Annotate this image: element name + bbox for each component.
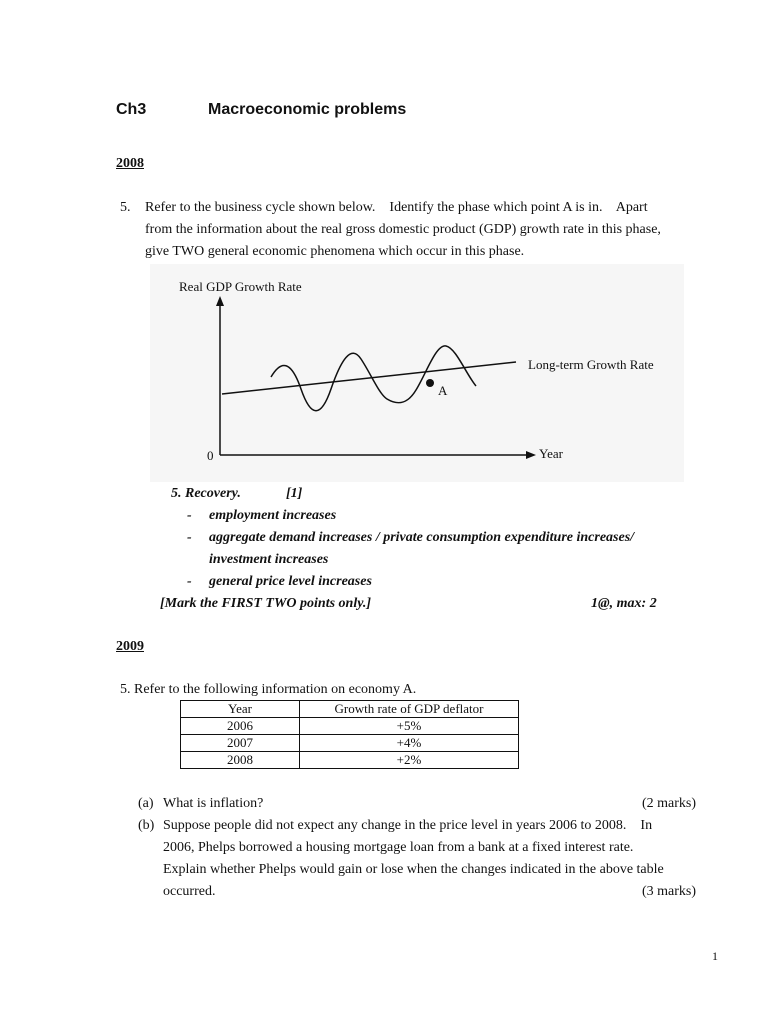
marking-note: [Mark the FIRST TWO points only.] bbox=[160, 596, 372, 611]
answer-point-3: general price level increases bbox=[209, 574, 372, 589]
long-term-growth-line bbox=[222, 362, 516, 394]
marking-score: 1@, max: 2 bbox=[591, 596, 657, 611]
part-a-text: What is inflation? bbox=[163, 796, 264, 811]
table-row bbox=[181, 752, 519, 769]
question-2009-intro: 5. Refer to the following information on economy A. bbox=[120, 682, 417, 697]
gdp-deflator-table bbox=[180, 700, 519, 769]
part-b-line-1: Suppose people did not expect any change in the price level in years 2006 to 2008. In bbox=[163, 818, 653, 833]
business-cycle-figure bbox=[150, 264, 684, 482]
answer-point-1: employment increases bbox=[209, 508, 337, 523]
table-cell-growth: +4% bbox=[300, 735, 519, 752]
question-number: 5. bbox=[120, 200, 131, 215]
part-a-label: (a) bbox=[138, 796, 154, 811]
origin-label: 0 bbox=[207, 448, 214, 463]
bullet-dash: - bbox=[187, 530, 192, 545]
answer-mark: [1] bbox=[286, 486, 303, 501]
answer-point-2-cont: investment increases bbox=[209, 552, 329, 567]
part-b-label: (b) bbox=[138, 818, 155, 833]
y-axis-arrow bbox=[216, 296, 224, 306]
table-cell-year: 2008 bbox=[181, 752, 300, 769]
business-cycle-curve bbox=[271, 346, 476, 411]
part-a-marks: (2 marks) bbox=[642, 796, 697, 811]
part-b-line-3: Explain whether Phelps would gain or lose when the changes indicated in the above table bbox=[163, 862, 664, 877]
table-header-growth: Growth rate of GDP deflator bbox=[300, 701, 519, 718]
question-line-1: Refer to the business cycle shown below. Identify the phase which point A is in. Apart bbox=[145, 200, 648, 215]
table-header-year: Year bbox=[181, 701, 300, 718]
page-number: 1 bbox=[712, 949, 718, 963]
x-axis-label: Year bbox=[539, 446, 563, 461]
question-line-2: from the information about the real gross domestic product (GDP) growth rate in this phase, bbox=[145, 222, 661, 237]
point-a-marker bbox=[426, 379, 434, 387]
table-cell-growth: +2% bbox=[300, 752, 519, 769]
part-b-marks: (3 marks) bbox=[642, 884, 697, 899]
year-heading-2009: 2009 bbox=[116, 639, 144, 654]
trend-line-label: Long-term Growth Rate bbox=[528, 357, 654, 372]
bullet-dash: - bbox=[187, 574, 192, 589]
chapter-number: Ch3 bbox=[116, 101, 147, 118]
answer-heading: 5. Recovery. bbox=[171, 486, 241, 501]
business-cycle-diagram bbox=[150, 264, 684, 482]
table-header-row bbox=[181, 701, 519, 718]
table-cell-year: 2007 bbox=[181, 735, 300, 752]
question-line-3: give TWO general economic phenomena which occur in this phase. bbox=[145, 244, 525, 259]
answer-point-2: aggregate demand increases / private consumption expenditure increases/ bbox=[209, 530, 635, 545]
table-row bbox=[181, 718, 519, 735]
part-b-line-2: 2006, Phelps borrowed a housing mortgage loan from a bank at a fixed interest rate. bbox=[163, 840, 634, 855]
page-title: Macroeconomic problems bbox=[208, 101, 407, 118]
table-cell-year: 2006 bbox=[181, 718, 300, 735]
point-a-label: A bbox=[438, 383, 448, 398]
table-cell-growth: +5% bbox=[300, 718, 519, 735]
y-axis-label: Real GDP Growth Rate bbox=[179, 279, 302, 294]
part-b-line-4: occurred. bbox=[163, 884, 216, 899]
table-row bbox=[181, 735, 519, 752]
bullet-dash: - bbox=[187, 508, 192, 523]
year-heading-2008: 2008 bbox=[116, 156, 144, 171]
x-axis-arrow bbox=[526, 451, 536, 459]
